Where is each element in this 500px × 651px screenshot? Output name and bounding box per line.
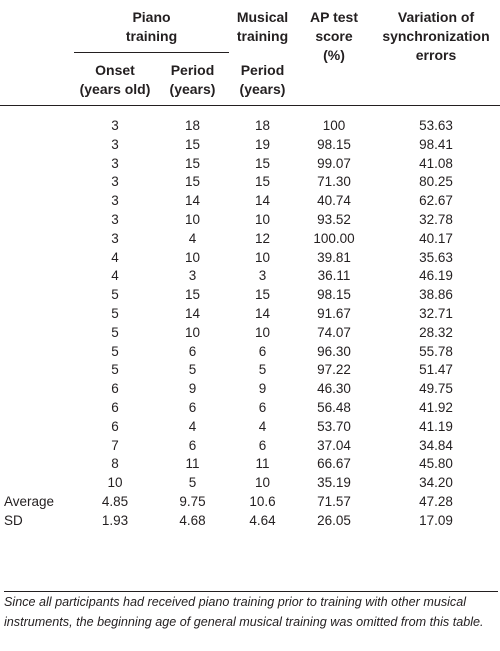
table-row [0, 343, 500, 362]
table-cell: 4 [111, 268, 119, 284]
header-piano-training: Piano training [74, 6, 229, 53]
row-label [0, 399, 74, 418]
table-cell: 55.78 [419, 343, 453, 359]
table-cell: 41.92 [419, 399, 453, 415]
table-cell: 10 [184, 249, 201, 265]
table-cell: 45.80 [419, 456, 453, 472]
table-cell: 10 [254, 324, 271, 340]
table-row [0, 399, 500, 418]
table-row [0, 305, 500, 324]
header-sync-errors: Variation of synchronization errors [372, 6, 500, 106]
table-cell: 80.25 [419, 174, 453, 190]
table-row [0, 136, 500, 155]
table-footnote: Since all participants had received piano training prior to training with other musical instruments, the beginning age of general musical training was omitted from this table. [4, 591, 498, 632]
table-cell: 3 [111, 230, 119, 246]
table-cell: 4 [188, 230, 197, 246]
table-cell: 3 [111, 193, 119, 209]
table-cell: 15 [254, 155, 271, 171]
table-cell: 14 [254, 193, 271, 209]
table-cell: 53.63 [419, 118, 453, 133]
table-cell: 5 [188, 475, 197, 491]
table-cell: 3 [111, 155, 119, 171]
row-label [0, 230, 74, 249]
table-cell: 32.78 [419, 211, 453, 227]
row-label [0, 361, 74, 380]
table-cell: 6 [111, 418, 119, 434]
table-cell: 28.32 [419, 324, 453, 340]
table-cell: 6 [111, 381, 119, 397]
row-label [0, 211, 74, 230]
table-cell: 34.20 [419, 475, 453, 491]
table-cell: 37.04 [317, 437, 351, 453]
table-cell: 35.19 [317, 475, 351, 491]
table-row [0, 155, 500, 174]
table-cell: 38.86 [419, 287, 453, 303]
table-cell: 98.15 [317, 287, 351, 303]
table-cell: 10 [254, 475, 271, 491]
row-label [0, 136, 74, 155]
table-cell: 5 [111, 287, 119, 303]
table-cell: 97.22 [317, 362, 351, 378]
table-cell: 40.74 [317, 193, 351, 209]
row-label [0, 455, 74, 474]
table-cell: 62.67 [419, 193, 453, 209]
table-cell: 15 [184, 174, 201, 190]
table-cell: 39.81 [317, 249, 351, 265]
summary-cell: 47.28 [419, 493, 453, 509]
table-cell: 3 [111, 211, 119, 227]
table-cell: 91.67 [317, 305, 351, 321]
table-cell: 4 [258, 418, 267, 434]
table-cell: 46.30 [317, 381, 351, 397]
table-row [0, 437, 500, 456]
table-cell: 5 [111, 343, 119, 359]
table-cell: 100 [322, 118, 346, 133]
table-row [0, 211, 500, 230]
table-cell: 15 [254, 287, 271, 303]
table-cell: 7 [111, 437, 119, 453]
header-musical-period: Period (years) [229, 53, 296, 106]
table-row [0, 286, 500, 305]
table-row [0, 455, 500, 474]
summary-cell: 26.05 [317, 512, 351, 528]
table-row [0, 173, 500, 192]
table-cell: 10 [254, 249, 271, 265]
summary-label: Average [4, 493, 55, 509]
summary-cell: 9.75 [179, 493, 206, 509]
table-cell: 5 [188, 362, 197, 378]
header-ap-score: AP test score (%) [296, 6, 372, 106]
table-cell: 3 [188, 268, 197, 284]
table-cell: 6 [188, 437, 197, 453]
table-row [0, 380, 500, 399]
table-cell: 3 [111, 174, 119, 190]
table-cell: 15 [184, 136, 201, 152]
row-label [0, 173, 74, 192]
table-cell: 18 [184, 118, 201, 133]
table-cell: 40.17 [419, 230, 453, 246]
row-label [0, 343, 74, 362]
row-label [0, 380, 74, 399]
row-label [0, 155, 74, 174]
table-cell: 10 [184, 211, 201, 227]
table-cell: 100.00 [313, 230, 355, 246]
table-row [0, 361, 500, 380]
table-cell: 10 [107, 475, 123, 491]
table-cell: 34.84 [419, 437, 453, 453]
table-cell: 5 [111, 305, 119, 321]
row-label [0, 267, 74, 286]
table-cell: 56.48 [317, 399, 351, 415]
table-cell: 6 [258, 343, 267, 359]
table-cell: 96.30 [317, 343, 351, 359]
table-cell: 98.41 [419, 136, 453, 152]
table-cell: 51.47 [419, 362, 453, 378]
header-blank-2 [0, 53, 74, 106]
table-row [0, 249, 500, 268]
table-cell: 5 [111, 362, 119, 378]
table-cell: 74.07 [317, 324, 351, 340]
table-cell: 32.71 [419, 305, 453, 321]
table-cell: 35.63 [419, 249, 453, 265]
summary-cell: 4.68 [179, 512, 206, 528]
table-cell: 5 [111, 324, 119, 340]
table-cell: 36.11 [317, 268, 351, 284]
summary-label: SD [4, 512, 23, 528]
table-row [0, 418, 500, 437]
data-table [0, 6, 500, 531]
table-cell: 14 [254, 305, 271, 321]
table-cell: 9 [258, 381, 267, 397]
table-cell: 8 [111, 456, 119, 472]
row-label [0, 305, 74, 324]
table-cell: 10 [184, 324, 201, 340]
table-cell: 11 [255, 456, 270, 472]
table-cell: 10 [254, 211, 271, 227]
table-cell: 98.15 [317, 136, 351, 152]
row-label [0, 324, 74, 343]
header-musical-training: Musical training [236, 9, 289, 44]
summary-cell: 10.6 [249, 493, 276, 509]
table-cell: 3 [111, 136, 119, 152]
table-cell: 18 [254, 118, 271, 133]
summary-cell: 17.09 [419, 512, 453, 528]
table-cell: 6 [111, 399, 119, 415]
summary-cell: 4.64 [249, 512, 276, 528]
table-cell: 6 [188, 343, 197, 359]
table-row [0, 324, 500, 343]
table-cell: 46.19 [419, 268, 453, 284]
row-label [0, 418, 74, 437]
table-cell: 41.08 [419, 155, 453, 171]
table-cell: 49.75 [419, 381, 453, 397]
table-cell: 3 [258, 268, 267, 284]
header-piano-period: Period (years) [156, 53, 229, 106]
table-row [0, 106, 500, 136]
table-cell: 41.19 [419, 418, 453, 434]
header-row-1 [0, 6, 500, 53]
table-cell: 93.52 [317, 211, 351, 227]
row-label [0, 249, 74, 268]
table-cell: 4 [188, 418, 197, 434]
table-cell: 6 [188, 399, 197, 415]
summary-row [0, 493, 500, 512]
row-label [0, 437, 74, 456]
table-cell: 53.70 [317, 418, 351, 434]
table-cell: 15 [184, 155, 201, 171]
table-cell: 14 [184, 305, 201, 321]
table-cell: 3 [111, 118, 119, 133]
table-cell: 6 [258, 437, 267, 453]
table-cell: 71.30 [317, 174, 351, 190]
table-row [0, 474, 500, 493]
table-cell: 19 [254, 136, 271, 152]
table-row [0, 230, 500, 249]
table-cell: 66.67 [317, 456, 351, 472]
row-label [0, 106, 74, 136]
summary-row [0, 512, 500, 531]
table-cell: 11 [185, 456, 200, 472]
header-onset: Onset (years old) [74, 53, 156, 106]
table-cell: 5 [258, 362, 267, 378]
table-row [0, 267, 500, 286]
table-cell: 15 [184, 287, 201, 303]
table-row [0, 192, 500, 211]
table-cell: 4 [111, 249, 119, 265]
summary-cell: 4.85 [101, 493, 129, 509]
header-blank [0, 6, 74, 53]
row-label [0, 192, 74, 211]
summary-cell: 1.93 [101, 512, 129, 528]
table-cell: 15 [254, 174, 271, 190]
table-cell: 99.07 [317, 155, 351, 171]
table-cell: 9 [188, 381, 197, 397]
table-cell: 6 [258, 399, 267, 415]
table-cell: 12 [254, 230, 271, 246]
row-label [0, 286, 74, 305]
summary-cell: 71.57 [317, 493, 351, 509]
row-label [0, 474, 74, 493]
table-cell: 14 [184, 193, 201, 209]
